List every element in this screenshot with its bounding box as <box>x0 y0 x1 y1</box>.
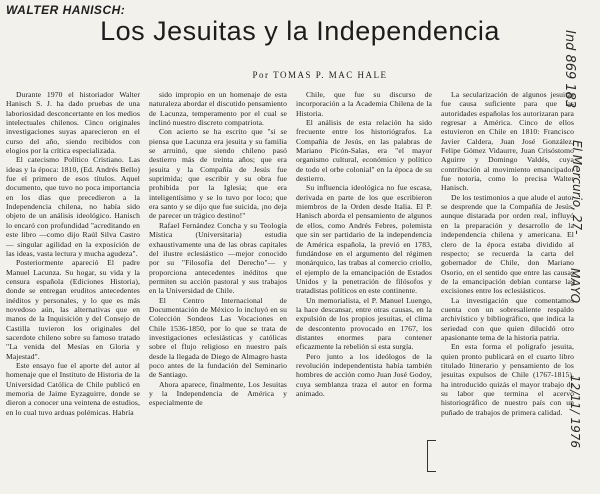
article-body <box>6 90 574 488</box>
paragraph: Este ensayo fue el aporte del autor al homenaje que el Instituto de Historia de la Universidad Católica de Chile publicó en memoria de Jaime Eyzaguirre, donde se dieron a conocer una veintena de estudios, en lo cual tuvo arduas polémicas. Habría <box>6 360 140 417</box>
paragraph: El análisis de esta relación ha sido frecuente entre los historiógrafos. La Compañía de Jesús, en las palabras de Mariano Picón-Salas, era "el mayor organismo cultural, económico y político de todo el orbe colonial" en la época de su destierro. <box>296 118 432 184</box>
paragraph: La secularización de algunos jesuitas fue causa suficiente para que las autoridades españolas los autorizaran para regresar a América. Cinco de ellos estuvieron en Chile en 1810: Francisco Javier Caldera, Juan José González, Felipe Gómez Vidaurre, Juan Crisóstomo Aguirre y Domingo Valdés, cuya contribución al movimiento emancipador fue notoria, como lo precisa Walter Hanisch. <box>441 90 574 193</box>
article-kicker: WALTER HANISCH: <box>6 3 126 17</box>
paragraph: Pero junto a los ideólogos de la revolución independentista había también hombres de acción como Juan José Godoy, cuya semblanza traza el autor en forma animado. <box>296 351 432 398</box>
article-column-2 <box>149 90 287 488</box>
paragraph: De los testimonios a que alude el autor se desprende que la Compañía de Jesús, aunque distarada por orden real, influyó en la preparación y desarrollo de la independencia chilena y americana. El clero de la época estaba dividido al respecto; se recuerda la carta del gobernador de Chile, don Mariano Osorio, en el sentido que entre las causas de la emancipación debían contarse las excisiones entre los eclesiásticos. <box>441 192 574 296</box>
paragraph: Ahora aparece, finalmente, Los Jesuitas y la Independencia de América y especialmente de <box>149 379 287 408</box>
paragraph: La investigación que comentamos cuenta con un sobresaliente respaldo archivístico y bibliográfico, que indica la seriedad con que quien dilucidó otro apasionante tema de la historia patria. <box>441 295 574 342</box>
paragraph: Durante 1970 el historiador Walter Hanisch S. J. ha dado pruebas de una laboriosidad desconcertante en los medios intelectuales chilenos. Cinco originales investigaciones suyas aparecieron en el curso del año, siendo recibidos con elogios por la crítica especializada. <box>6 90 140 156</box>
article-headline: Los Jesuitas y la Independencia <box>100 16 500 46</box>
paragraph: Rafael Fernández Concha y su Teología Mística (Universitaria) estudia exhaustivamente una de las obras capitales del ilustre eclesiástico —mejor conocido por su "Filosofía del Derecho"— y proporciona antecedentes inéditos que permiten su acción pastoral y sus trabajos en la Universidad de Chile. <box>149 220 287 296</box>
paragraph: Un memorialista, el P. Manuel Luengo, la hace descansar, entre otras causas, en la expulsión de los propios jesuitas, el clima de descontento provocado en 1767, los distantes enormes para contener eficazmente la rebelión si esta surgía. <box>296 295 432 352</box>
paragraph: En esta forma el poligrafo jesuita, quien pronto publicará en el cuarto libro titulado Itinerario y pensamiento de los jesuitas expulsos de Chile (1767-1815), ha introducido quizás el mayor trabajo de su labor que termina el acervo historiográfico de nuestro país con un puñado de trabajos de primera calidad. <box>441 342 574 417</box>
handwritten-date-note: 12/11/ 1976 <box>568 375 582 448</box>
article-byline: Por TOMAS P. MAC HALE <box>252 70 388 80</box>
paragraph: sido impropio en un homenaje de esta naturaleza abordar el discutido pensamiento de Lacunza, temperamento por el cual se inclinó nuestro discreto compatriota. <box>149 90 287 128</box>
paragraph: El Centro Internacional de Documentación de México lo incluyó en su Colección Sondeos Las Vocaciones en Chile 1536-1850, por lo que se trata de investigaciones eclesiásticas y católicas sobre el flujo religioso en nuestro país desde la llegada de Diego de Almagro hasta poco antes de la fundación del Seminario de Santiago. <box>149 295 287 380</box>
margin-bracket <box>427 440 436 472</box>
paragraph: El catecismo Político Cristiano. Las ideas y la época: 1810, (Ed. Andrés Bello) fue el primero de esos títulos. Aquel documento, que tuvo no poca importancia en los días que precedieron a la Independencia chilena, no había sido objeto de un análisis ideológico. Hanisch lo encaró con profundidad "acreditando en este libro —como dijo Raúl Silva Castro— singular agilidad en la exposición de las ideas, vasta lectura y mucha agudeza". <box>6 155 140 258</box>
article-column-4 <box>441 90 574 488</box>
article-column-3 <box>296 90 432 488</box>
paragraph: Chile, que fue su discurso de incorporación a la Academia Chilena de la Historia. <box>296 90 432 118</box>
article-column-1 <box>6 90 140 488</box>
paragraph: Con acierto se ha escrito que "si se piensa que Lacunza era jesuita y su familia se arruinó, que siendo chileno pasó destierro más de treinta años; que era jesuita y la Compañía de Jesús fue suprimida; que escribir y su obra fue prohibida por la Iglesia; que era inteligentísimo y se lo tuvo por loco; que era santo y se dijo que fue suicida, ¡no deja de parecer un trágico destino!" <box>149 127 287 221</box>
paragraph: Posteriormente apareció El padre Manuel Lacunza. Su hogar, su vida y la censura española (Ediciones Historia), donde se entregan eruditos antecedentes inéditos y personales, y lo que es más novedoso aún, las alternativas que en manos de la Inquisición y del Consejo de Castilla tuvieron los originales del sacerdote chileno sobre su famoso tratado "La venida del Mesías en Gloria y Majestad". <box>6 258 140 361</box>
paragraph: Su influencia ideológica no fue escasa, derivada en parte de los que escribieron miembros de la Orden desde Italia. El P. Hanisch aborda el pensamiento de algunos de ellos, como Andrés Febres, polemista que sin ser partidario de la independencia de América española, la previó en 1783, fundándose en el argumento del régimen monárquico, las trabas al comercio criollo, el ejemplo de la emancipación de Estados Unidos y la penetración de filósofos y tratadistas políticos en este continente. <box>296 183 432 296</box>
handwritten-reference-note: Ind 869 183 <box>562 30 577 109</box>
handwritten-source-note: El Mercurio, 27- <box>570 140 584 235</box>
handwritten-month-note: MAYO <box>568 268 582 304</box>
